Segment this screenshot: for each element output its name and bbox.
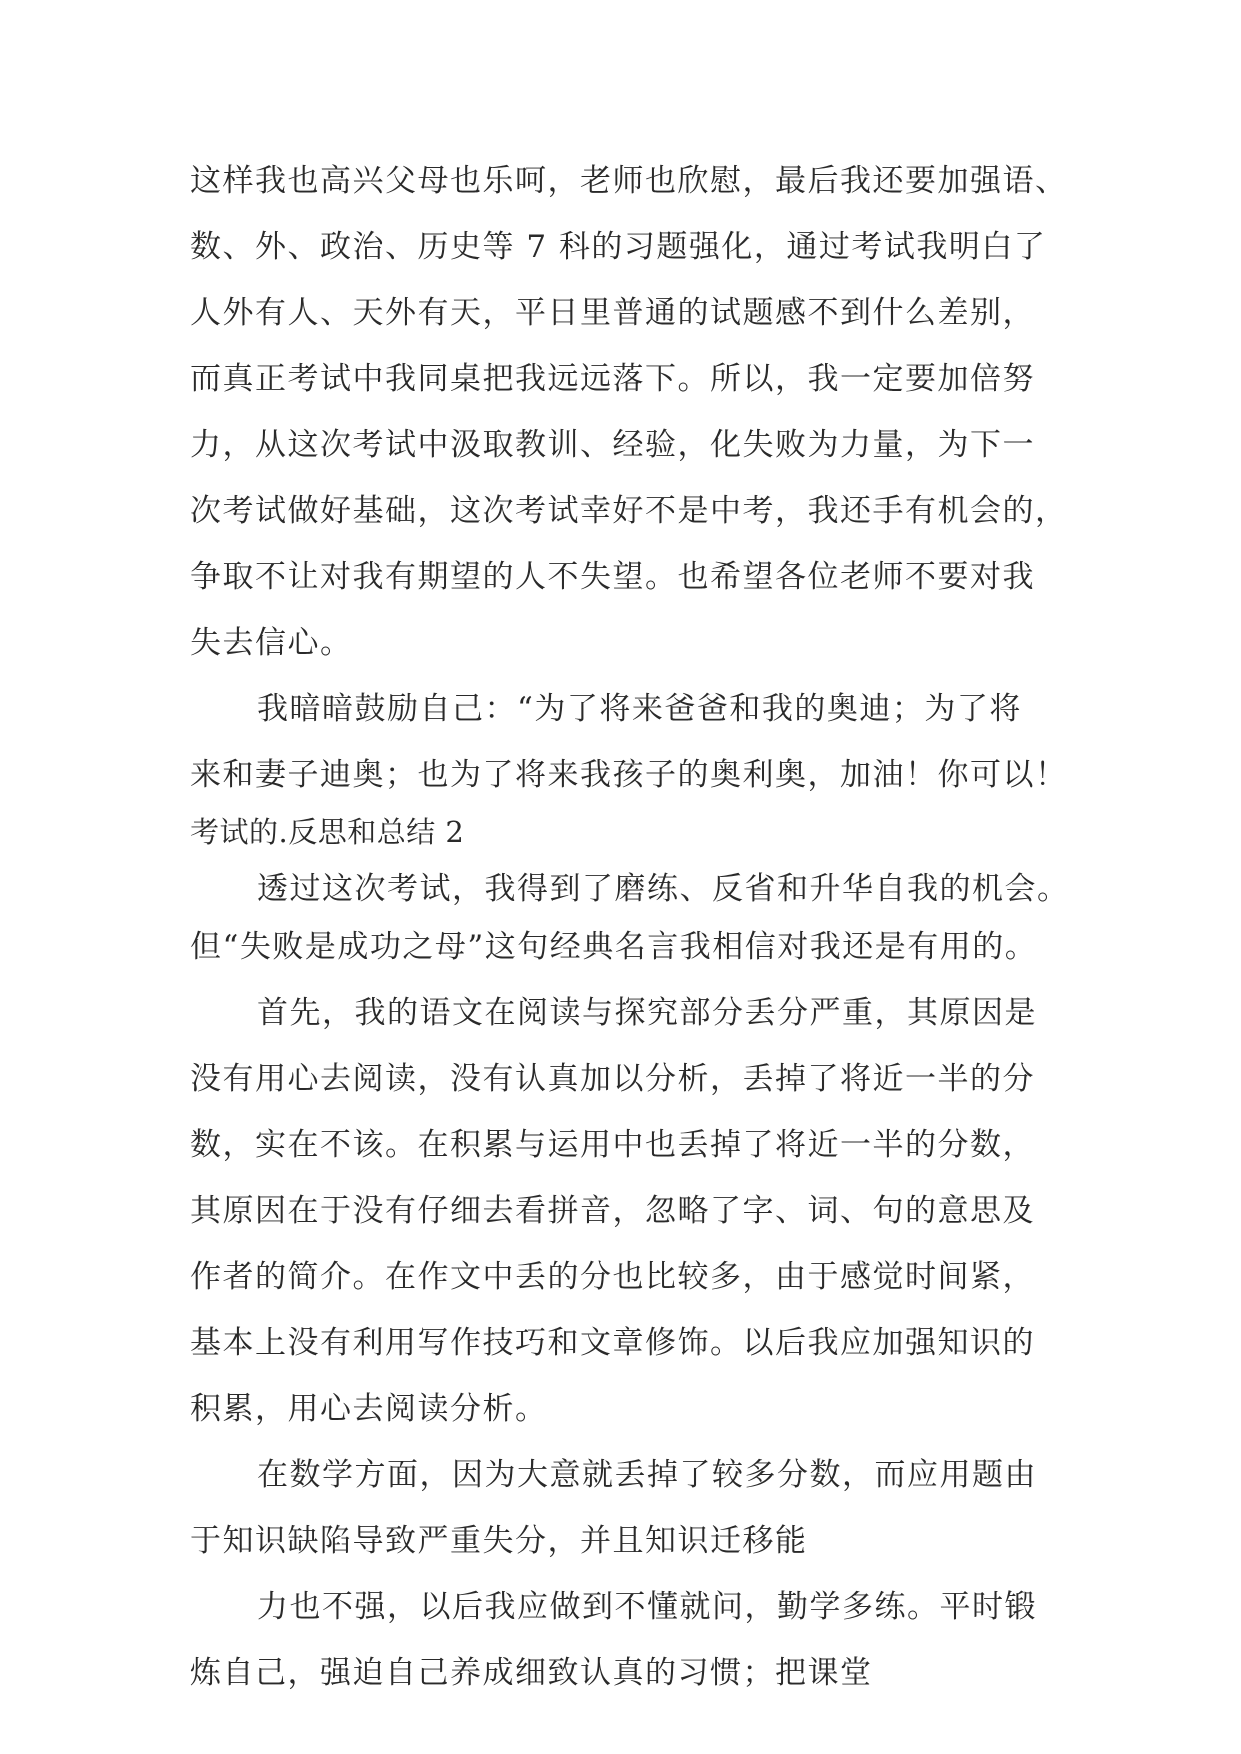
text-line: 次考试做好基础，这次考试幸好不是中考，我还手有机会的， [190,493,1068,529]
paragraph-first-line: 在数学方面，因为大意就丢掉了较多分数，而应用题由 [257,1457,1037,1493]
text-line: 力，从这次考试中汲取教训、经验，化失败为力量，为下一 [190,427,1035,463]
text-line: 失去信心。 [190,625,353,661]
text-line: 这样我也高兴父母也乐呵，老师也欣慰，最后我还要加强语、 [190,163,1068,199]
text-line: 数，实在不该。在积累与运用中也丢掉了将近一半的分数， [190,1127,1035,1163]
text-line: 于知识缺陷导致严重失分，并且知识迁移能 [190,1523,808,1559]
text-line: 积累，用心去阅读分析。 [190,1391,548,1427]
text-line: 基本上没有利用写作技巧和文章修饰。以后我应加强知识的 [190,1325,1035,1361]
paragraph-first-line: 透过这次考试，我得到了磨练、反省和升华自我的机会。 [257,871,1070,907]
paragraph-first-line: 首先，我的语文在阅读与探究部分丢分严重，其原因是 [257,995,1037,1031]
text-line: 没有用心去阅读，没有认真加以分析，丢掉了将近一半的分 [190,1061,1035,1097]
paragraph-first-line: 力也不强，以后我应做到不懂就问，勤学多练。平时锻 [257,1589,1037,1625]
text-line: 来和妻子迪奥；也为了将来我孩子的奥利奥，加油！你可以！ [190,757,1068,793]
text-line: 争取不让对我有期望的人不失望。也希望各位老师不要对我 [190,559,1035,595]
paragraph-first-line: 我暗暗鼓励自己：“为了将来爸爸和我的奥迪；为了将 [257,691,1022,727]
text-line: 人外有人、天外有天，平日里普通的试题感不到什么差别， [190,295,1035,331]
text-line: 炼自己，强迫自己养成细致认真的习惯；把课堂 [190,1655,873,1691]
text-line: 作者的简介。在作文中丢的分也比较多，由于感觉时间紧， [190,1259,1035,1295]
text-line: 但“失败是成功之母”这句经典名言我相信对我还是有用的。 [190,929,1038,965]
text-line: 而真正考试中我同桌把我远远落下。所以，我一定要加倍努 [190,361,1035,397]
text-line: 其原因在于没有仔细去看拼音，忽略了字、词、句的意思及 [190,1193,1035,1229]
text-line: 数、外、政治、历史等 7 科的习题强化，通过考试我明白了 [190,229,1047,265]
section-heading: 考试的.反思和总结 2 [190,815,465,849]
